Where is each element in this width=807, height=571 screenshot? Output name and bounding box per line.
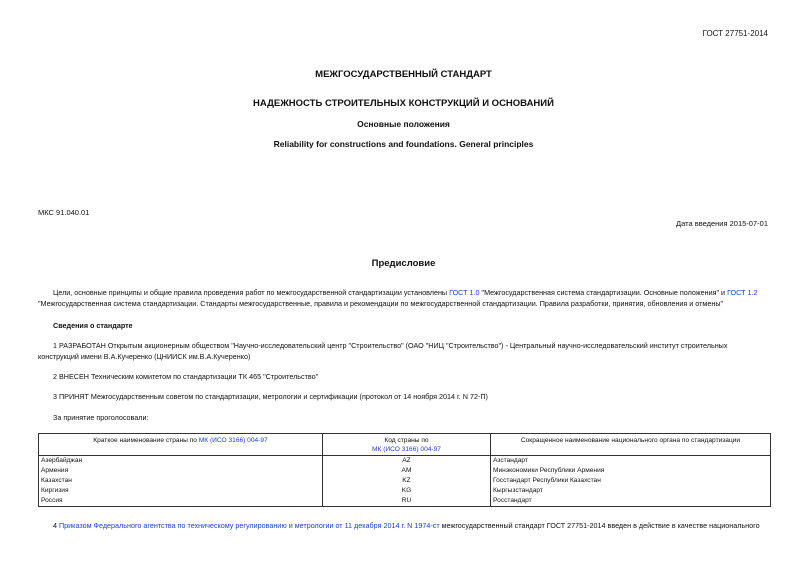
org-cell: Росстандарт — [491, 496, 771, 507]
order-link[interactable]: Приказом Федерального агентства по техническому регулированию и метрологии от 11 декабря 2014 г. N 1974-ст — [59, 521, 440, 530]
intro-text-2: "Межгосударственная система стандартизации. Основные положения" и — [479, 288, 728, 297]
table-row — [39, 496, 771, 507]
standard-info-heading: Сведения о стандарте — [53, 321, 133, 330]
country-cell: Россия — [39, 496, 323, 507]
item-1 — [38, 340, 770, 362]
country-cell: Армения — [39, 466, 323, 476]
table-row — [39, 466, 771, 476]
country-cell: Киргизия — [39, 486, 323, 496]
org-cell: Госстандарт Республики Казахстан — [491, 476, 771, 486]
org-cell: Кыргызстандарт — [491, 486, 771, 496]
mks-code: МКС 91.040.01 — [38, 208, 90, 217]
code-cell: KZ — [323, 476, 491, 486]
country-cell: Азербайджан — [39, 456, 323, 467]
gost-1-2-link[interactable]: ГОСТ 1.2 — [727, 288, 758, 297]
table-row — [39, 486, 771, 496]
title-en: Reliability for constructions and foundations. General principles — [273, 139, 534, 149]
table-row — [39, 476, 771, 486]
item-3: 3 ПРИНЯТ Межгосударственным советом по стандартизации, метрологии и сертификации (протокол от 14 ноября 2014 г. N 72-П) — [53, 392, 488, 401]
org-cell: Азстандарт — [491, 456, 771, 467]
subtitle-ru: Основные положения — [357, 119, 450, 129]
org-cell: Минэкономики Республики Армения — [491, 466, 771, 476]
intro-text-3: "Межгосударственная система стандартизации. Стандарты межгосударственные, правила и рекомендации по межгосударственной стандартизации. Правила разработки, принятия, обновления и отмены" — [38, 299, 724, 308]
item-4 — [38, 520, 770, 531]
item-1-line-2: конструкций имени В.А.Кучеренко (ЦНИИСК им.В.А.Кучеренко) — [38, 352, 251, 361]
mk-iso-link[interactable]: МК (ИСО 3166) 004-97 — [198, 437, 268, 444]
code-cell: RU — [323, 496, 491, 507]
header-org: Сокращенное наименование национального органа по стандартизации — [491, 434, 771, 456]
gost-1-0-link[interactable]: ГОСТ 1.0 — [449, 288, 480, 297]
code-cell: KG — [323, 486, 491, 496]
item-1-line-1: 1 РАЗРАБОТАН Открытым акционерным обществом "Научно-исследовательский центр "Строительство" (ОАО "НИЦ "Строительство") - Центральный научно-исследовательский институт строительных — [53, 341, 728, 350]
mk-iso-link[interactable]: МК (ИСО 3166) 004-97 — [372, 446, 441, 453]
header-code: Код страны по МК (ИСО 3166) 004-97 — [323, 434, 491, 456]
document-code: ГОСТ 27751-2014 — [702, 29, 768, 38]
standard-type: МЕЖГОСУДАРСТВЕННЫЙ СТАНДАРТ — [315, 69, 492, 80]
item-2: 2 ВНЕСЕН Техническим комитетом по стандартизации ТК 465 "Строительство" — [53, 372, 319, 381]
title-ru: НАДЕЖНОСТЬ СТРОИТЕЛЬНЫХ КОНСТРУКЦИЙ И ОСНОВАНИЙ — [253, 98, 554, 109]
voting-states-table — [38, 433, 771, 507]
table-row — [39, 456, 771, 467]
code-cell: AZ — [323, 456, 491, 467]
table-header-row — [39, 434, 771, 456]
code-cell: AM — [323, 466, 491, 476]
country-cell: Казахстан — [39, 476, 323, 486]
item-4-number: 4 — [53, 521, 59, 530]
voted-label: За принятие проголосовали: — [53, 413, 149, 422]
intro-text-1: Цели, основные принципы и общие правила проведения работ по межгосударственной стандартизации установлены — [53, 288, 450, 297]
header-country: Краткое наименование страны по МК (ИСО 3166) 004-97 — [39, 434, 323, 456]
introduction-date: Дата введения 2015-07-01 — [676, 219, 768, 228]
preface-heading: Предисловие — [371, 258, 436, 269]
preface-intro — [38, 287, 770, 309]
item-4-text: межгосударственный стандарт ГОСТ 27751-2014 введен в действие в качестве национального — [439, 521, 760, 530]
